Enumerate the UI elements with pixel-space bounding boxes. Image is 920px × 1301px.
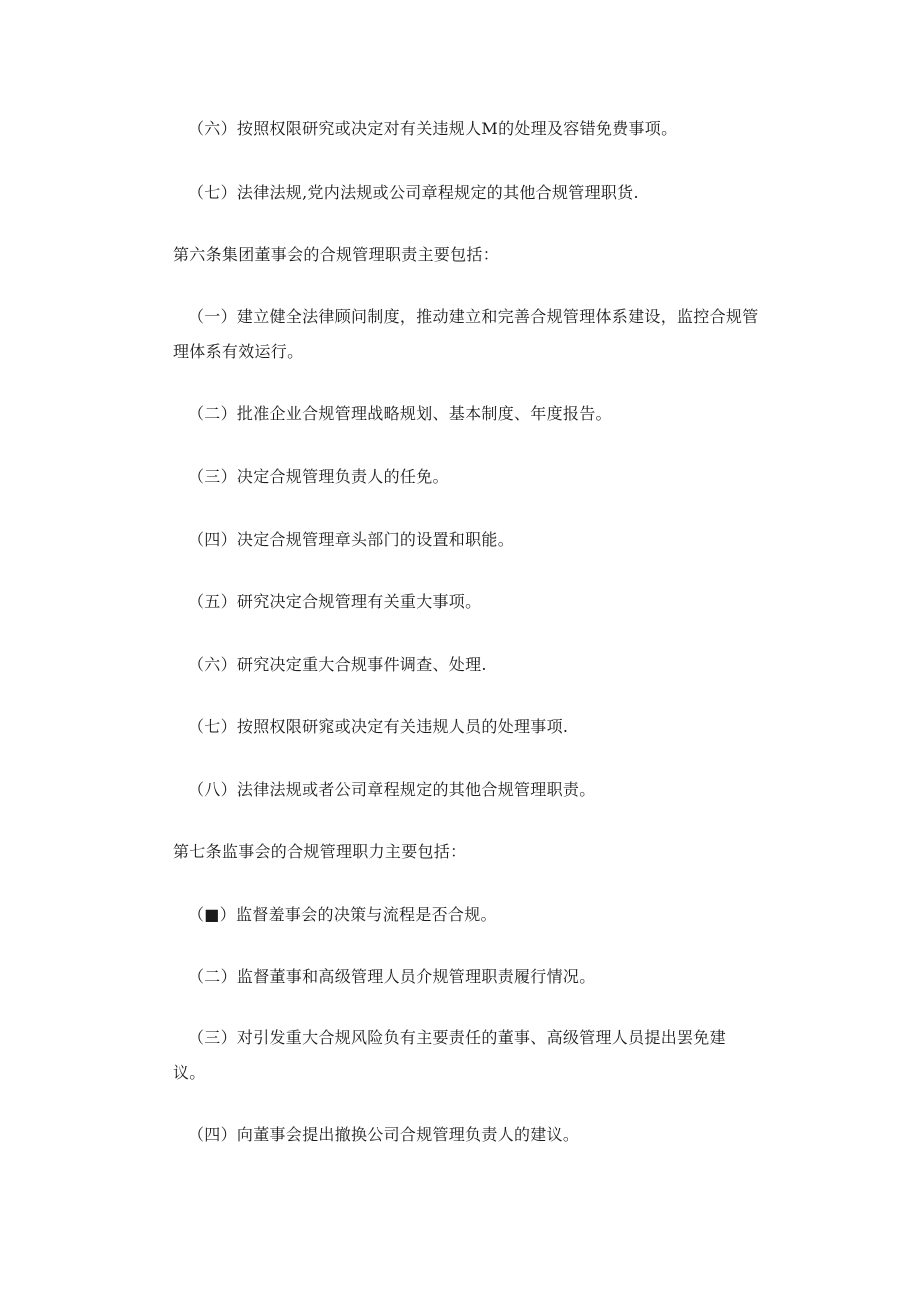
article-7-heading: 第七条监事会的合规管理职力主要包括： xyxy=(173,842,467,861)
supervisory-clause-3: （三）对引发重大合规风险负有主要责任的董事、高级管理人员提出罢免建 xyxy=(188,1028,726,1047)
board-clause-6: （六）研究决定重大合规事件调查、处理. xyxy=(188,655,487,674)
board-clause-4: （四）决定合规管理章头部门的设置和职能。 xyxy=(188,530,515,549)
board-clause-8: （八）法律法规或者公司章程规定的其他合规管理职责。 xyxy=(188,780,596,799)
clause-7-other-duties: （七）法律法规,党内法规或公司章程规定的其他合规管理职货. xyxy=(188,183,639,202)
clause-6-handling-violations: （六）按照权限研究或决定对有关违规人M的处理及容错免费事项。 xyxy=(188,119,678,138)
article-6-heading: 第六条集团董事会的合规管理职责主要包括： xyxy=(173,245,500,264)
supervisory-clause-3-continued: 议。 xyxy=(173,1063,206,1082)
board-clause-1: （一）建立健全法律顾问制度，推动建立和完善合规管理体系建设，监控合规管 xyxy=(188,307,759,326)
board-clause-2: （二）批准企业合规管理战略规划、基本制度、年度报告。 xyxy=(188,404,612,423)
board-clause-7: （七）按照权限研窕或决定有关违规人员的处理事项. xyxy=(188,717,569,736)
supervisory-clause-1: （■）监督羞事会的决策与流程是否合规。 xyxy=(188,905,497,924)
supervisory-clause-4: （四）向董事会提出撤换公司合规管理负责人的建议。 xyxy=(188,1125,580,1144)
supervisory-clause-2: （二）监督董事和高级管理人员介规管理职责履行情况。 xyxy=(188,967,596,986)
board-clause-3: （三）决定合规管理负责人的任免。 xyxy=(188,467,449,486)
board-clause-5: （五）研究决定合规管理有关重大事项。 xyxy=(188,592,482,611)
board-clause-1-continued: 理体系有效运行。 xyxy=(173,342,304,361)
